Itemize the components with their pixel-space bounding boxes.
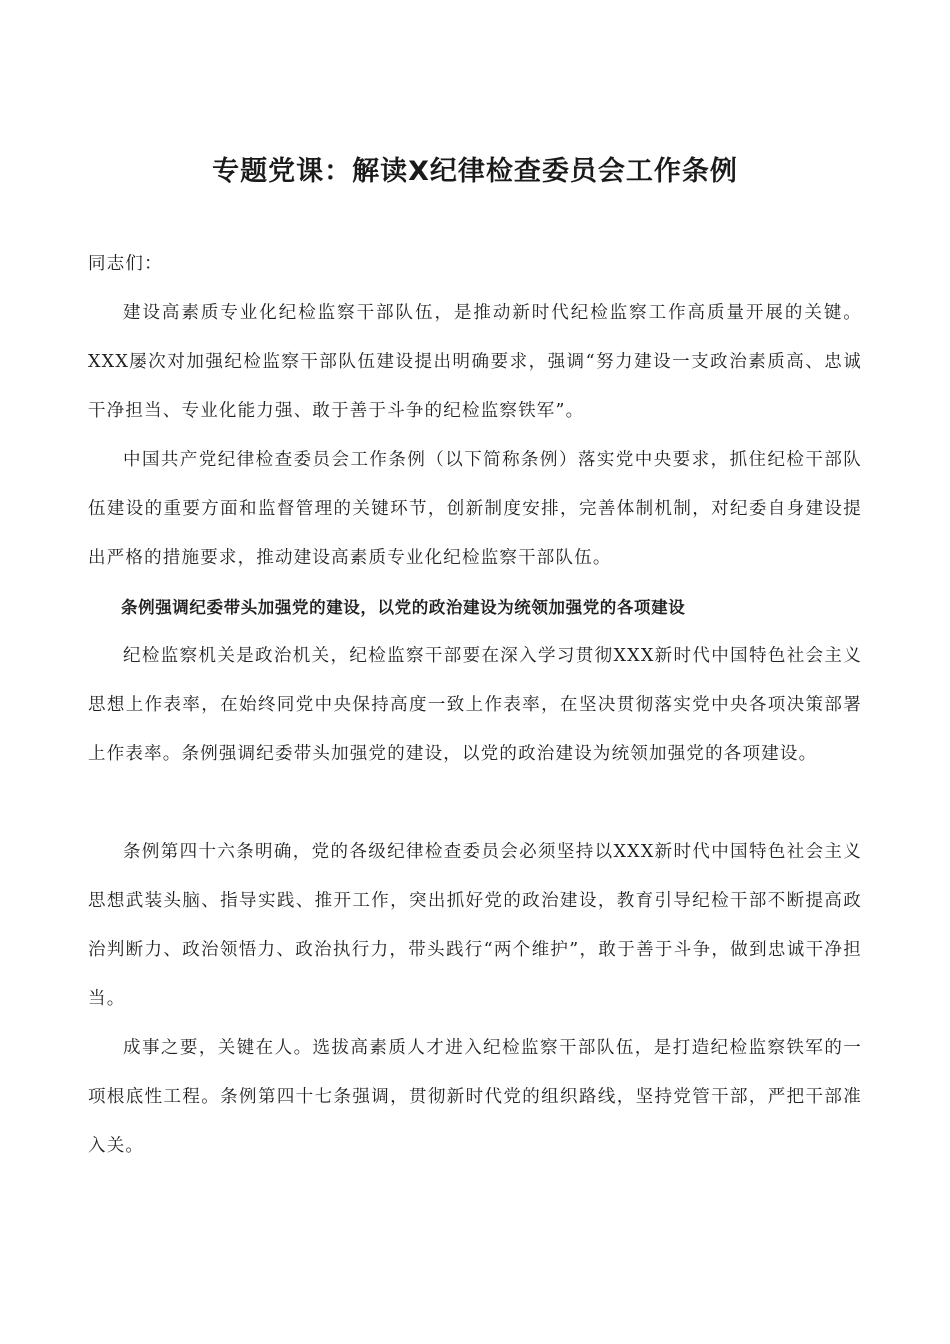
section-heading: 条例强调纪委带头加强党的建设，以党的政治建设为统领加强党的各项建设 — [121, 598, 686, 617]
salutation: 同志们： — [88, 254, 163, 274]
section-paragraph-2: 条例第四十六条明确，党的各级纪律检查委员会必须坚持以XXX新时代中国特色社会主义思想武装头脑、指导实践、推开工作，突出抓好党的政治建设，教育引导纪检干部不断提高政治判断力、政治领悟力、政治执行力，带头践行“两个维护”，敢于善于斗争，做到忠诚干净担当。 — [88, 842, 862, 1009]
paragraph-1: 建设高素质专业化纪检监察干部队伍，是推动新时代纪检监察工作高质量开展的关键。XXX屡次对加强纪检监察干部队伍建设提出明确要求，强调“努力建设一支政治素质高、忠诚干净担当、专业化能力强、敢于善于斗争的纪检监察铁军”。 — [88, 303, 862, 421]
paragraph-2: 中国共产党纪律检查委员会工作条例（以下简称条例）落实党中央要求，抓住纪检干部队伍建设的重要方面和监督管理的关键环节，创新制度安排，完善体制机制，对纪委自身建设提出严格的措施要求，推动建设高素质专业化纪检监察干部队伍。 — [88, 450, 862, 568]
document-body — [88, 240, 862, 1171]
document-title: 专题党课：解读X纪律检查委员会工作条例 — [212, 156, 738, 187]
paragraph-spacer — [88, 779, 862, 828]
section-paragraph-3: 成事之要，关键在人。选拔高素质人才进入纪检监察干部队伍，是打造纪检监察铁军的一项根底性工程。条例第四十七条强调，贯彻新时代党的组织路线，坚持党管干部，严把干部准入关。 — [88, 1038, 862, 1156]
section-paragraph-1: 纪检监察机关是政治机关，纪检监察干部要在深入学习贯彻XXX新时代中国特色社会主义思想上作表率，在始终同党中央保持高度一致上作表率，在坚决贯彻落实党中央各项决策部署上作表率。条例强调纪委带头加强党的建设，以党的政治建设为统领加强党的各项建设。 — [88, 646, 862, 764]
